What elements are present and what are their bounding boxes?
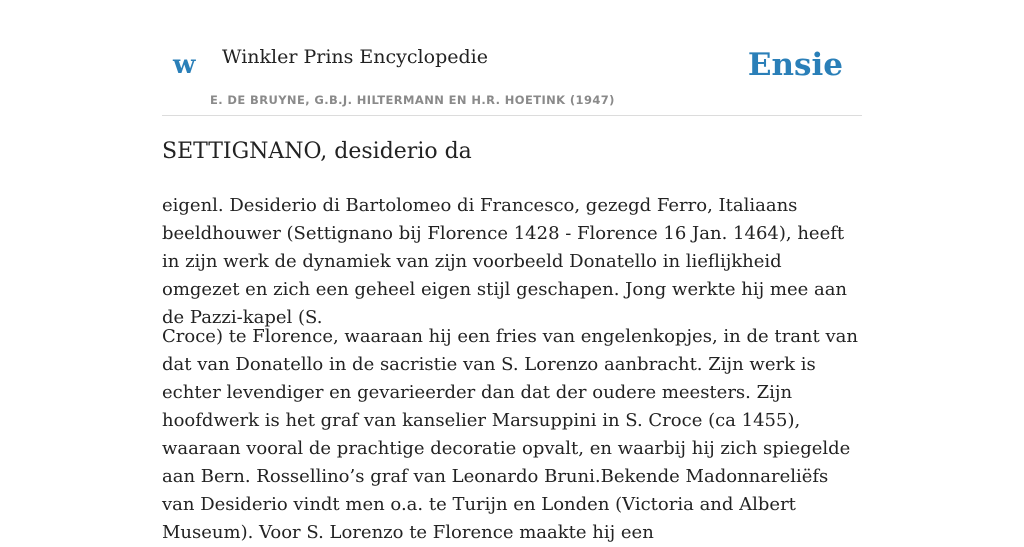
site-title[interactable]: Winkler Prins Encyclopedie — [222, 46, 488, 68]
brand-link[interactable]: Ensie — [747, 47, 843, 83]
site-logo[interactable]: w — [173, 50, 196, 80]
article-paragraph: eigenl. Desiderio di Bartolomeo di Francesco, gezegd Ferro, Italiaans beeldhouwer (Settignano bij Florence 1428 - Florence 16 Jan. 1464), heeft in zijn werk de dynamiek van zijn voorbeeld Donatello in lieflijkheid omgezet en zich een geheel eigen stijl geschapen. Jong werkte hij mee aan de Pazzi-kapel (S. — [162, 195, 848, 328]
article-paragraph: Croce) te Florence, waaraan hij een fries van engelenkopjes, in de trant van dat van Donatello in de sacristie van S. Lorenzo aanbracht. Zijn werk is echter levendiger en gevarieerder dan dat der oudere meesters. Zijn hoofdwerk is het graf van kanselier Marsuppini in S. Croce (ca 1455), waaraan vooral de prachtige decoratie opvalt, en waarbij hij zich spiegelde aan Bern. Rossellino’s graf van Leonardo Bruni.Bekende Madonnareliëfs van Desiderio vindt men o.a. te Turijn en Londen (Victoria and Albert Museum). Voor S. Lorenzo te Florence maakte hij een — [162, 326, 858, 543]
entry-title: SETTIGNANO, desiderio da — [162, 139, 472, 164]
page — [162, 0, 862, 543]
site-header — [162, 0, 862, 116]
site-subtitle: E. DE BRUYNE, G.B.J. HILTERMANN EN H.R. HOETINK (1947) — [210, 93, 615, 107]
